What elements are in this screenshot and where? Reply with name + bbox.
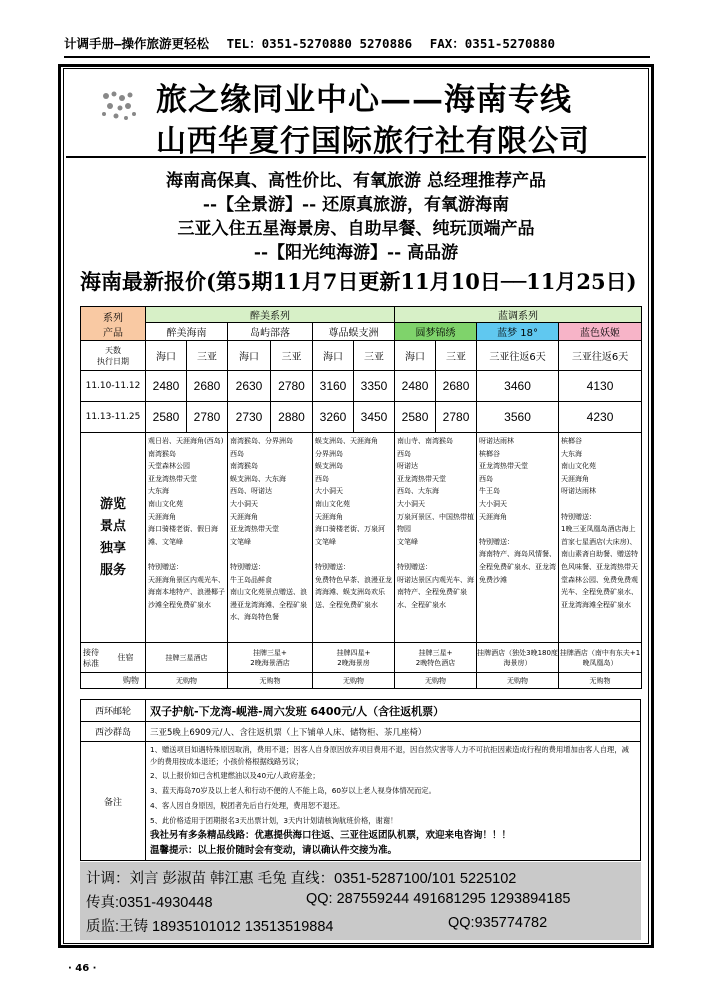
tour-text: 观日岩、天涯海角(西岛) 南湾猴岛 天堂森林公园 亚龙湾热带天堂 大东海 南山文化苑 天涯海角 海口骑楼老街、假日海滩、文笔峰 特别赠送： 天涯海角景区内观光车、海南本地特产、浪漫椰子沙滩全程免费矿泉水 xyxy=(148,437,225,609)
note-line: 2、以上报价如已含机建燃油以及40元/人政府基金； xyxy=(150,771,320,780)
tour-cell xyxy=(559,433,642,643)
hotel-cell: 挂牌酒店（南中有东夫+1晚凤凰岛） xyxy=(559,643,642,673)
divider xyxy=(66,156,646,158)
tour-label: 游览 xyxy=(99,496,126,512)
price-cell: 2880 xyxy=(271,402,313,433)
shop-cell: 无购物 xyxy=(477,673,559,689)
product-header: 蓝色妖姬 xyxy=(559,323,642,341)
lodging-label-1: 接待 xyxy=(83,647,99,657)
hotel-cell: 挂牌四星+ 2晚海景房 xyxy=(313,643,395,673)
duration-cell: 三亚往返6天 xyxy=(559,341,642,371)
tagline-3: 三亚入住五星海景房、自助早餐、纯玩顶端产品 xyxy=(177,219,535,239)
shop-label: 购物 xyxy=(81,673,146,689)
hotel-label: 住宿 xyxy=(117,653,134,662)
series-header-2: 蓝调系列 xyxy=(395,307,642,323)
tour-text: 槟榔谷 大东海 南山文化苑 天涯海角 呀诺达雨林 特别赠送： 1晚三亚凤凰岛酒店海上首家七星酒店(大床房)、南山素斋自助餐、赠送特色风味餐、亚龙湾热带天堂森林公园、免费免费观光车、全程免费矿泉水、亚龙湾海滩全程矿泉水 xyxy=(561,437,639,609)
price-cell: 2580 xyxy=(395,402,436,433)
title-line-1: 旅之缘同业中心——海南专线 xyxy=(156,82,572,118)
lodging-label-2: 标准 xyxy=(83,658,99,668)
extra-table xyxy=(80,699,641,861)
tour-cell xyxy=(228,433,313,643)
contact-quality: 质监:王铸 18935101012 13513519884 xyxy=(86,919,334,935)
price-cell: 3260 xyxy=(313,402,354,433)
notes-cell xyxy=(146,742,641,861)
price-cell: 3160 xyxy=(313,371,354,402)
days-label: 天数 xyxy=(105,345,121,355)
price-cell: 2680 xyxy=(436,371,477,402)
product-header: 蓝梦 18° xyxy=(477,323,559,341)
tagline-1: 海南高保真、高性价比、有氧旅游 总经理推荐产品 xyxy=(166,171,546,191)
tour-label: 景点 xyxy=(99,518,126,534)
tour-cell xyxy=(395,433,477,643)
tour-text: 蜈支洲岛、天涯海角 分界洲岛 蜈支洲岛 西岛 大小洞天 南山文化苑 天涯海角 海口骑楼老街、万泉河 文笔峰 特别赠送： 免费特色早茶、浪漫亚龙湾海滩、蜈支洲岛欢乐送、全程免费矿泉水 xyxy=(315,437,392,609)
contact-qq: QQ: 287559244 491681295 1293894185 xyxy=(306,891,571,907)
header-bar xyxy=(64,34,650,58)
hotel-cell: 挂牌酒店（独处3晚180度海景房） xyxy=(477,643,559,673)
price-cell: 3460 xyxy=(477,371,559,402)
product-header: 圆梦锦绣 xyxy=(395,323,477,341)
tel-text: TEL：0351-5270880 5270886 xyxy=(226,36,413,51)
duration-cell: 三亚往返6天 xyxy=(477,341,559,371)
tour-cell xyxy=(146,433,228,643)
page-number: · 46 · xyxy=(68,963,97,974)
bus-text: 三亚5晚上6909元/人、含往返机票（上下铺单人床、储物柜、茶几座椅） xyxy=(146,722,641,742)
days-date-cell xyxy=(81,341,146,371)
shop-cell: 无购物 xyxy=(228,673,313,689)
price-cell: 2730 xyxy=(228,402,271,433)
tour-text: 南湾猴岛、分界洲岛 西岛 南湾猴岛 蜈支洲岛、大东海 西岛、呀诺达 大小洞天 天涯海角 亚龙湾热带天堂 文笔峰 特别赠送： 牛王岛品鲜食 南山文化苑景点赠送、浪漫亚龙湾海滩、全程矿泉水、海岛特色餐 xyxy=(230,437,307,622)
tour-label: 服务 xyxy=(99,562,126,578)
price-cell: 2780 xyxy=(187,402,228,433)
price-table xyxy=(80,306,642,689)
note-bold: 我社另有多条精品线路：优惠提供海口往返、三亚往返团队机票，欢迎来电咨询！！！ xyxy=(150,830,512,841)
corner-bottom-label: 产品 xyxy=(103,327,123,339)
tagline-2: --【全景游】-- 还原真旅游，有氧游海南 xyxy=(202,195,510,215)
price-cell: 2480 xyxy=(395,371,436,402)
price-cell: 2780 xyxy=(436,402,477,433)
corner-top: 系列 xyxy=(103,312,123,324)
city-cell: 三亚 xyxy=(436,341,477,371)
price-cell: 3450 xyxy=(354,402,395,433)
tour-text: 呀诺达雨林 槟榔谷 亚龙湾热带天堂 西岛 牛王岛 大小洞天 天涯海角 特别赠送： 海南特产、海岛风情餐、全程免费矿泉水、亚龙湾免费沙滩 xyxy=(479,437,557,584)
shop-cell: 无购物 xyxy=(395,673,477,689)
shop-cell: 无购物 xyxy=(146,673,228,689)
hotel-cell: 挂牌三星+ 2晚特色酒店 xyxy=(395,643,477,673)
lodging-label xyxy=(81,647,101,669)
ferry-text: 双子护航-下龙湾-岘港-周六发班 6400元/人（含往返机票） xyxy=(146,700,641,722)
note-line: 5、此价格适用于团期报名3天出票计划，3天内计划请核询航班价格，谢谢！ xyxy=(150,816,398,825)
notes-label: 备注 xyxy=(81,742,146,861)
lodging-cell xyxy=(81,643,146,673)
product-header: 醉美海南 xyxy=(146,323,228,341)
hotel-cell: 挂牌三星酒店 xyxy=(146,643,228,673)
contact-line-1: 计调：刘言 彭淑苗 韩江惠 毛兔 直线：0351-5287100/101 5225102 xyxy=(86,871,517,887)
price-cell: 2680 xyxy=(187,371,228,402)
city-cell: 海口 xyxy=(146,341,187,371)
city-cell: 三亚 xyxy=(271,341,313,371)
shop-cell: 无购物 xyxy=(313,673,395,689)
tagline-4: --【阳光纯海游】-- 高品游 xyxy=(253,243,459,263)
brand-text: 计调手册—操作旅游更轻松 xyxy=(64,36,210,51)
tour-text: 南山寺、南湾猴岛 西岛 呀诺达 亚龙湾热带天堂 西岛、大东海 大小洞天 万泉河景区、中国热带植物园 文笔峰 特别赠送： 呀诺达景区内观光车、海南特产、全程免费矿泉水、全程矿泉水 xyxy=(397,437,475,609)
shop-cell: 无购物 xyxy=(559,673,642,689)
city-cell: 海口 xyxy=(395,341,436,371)
note-bold: 温馨提示：以上报价随时会有变动，请以确认件交接为准。 xyxy=(150,845,398,856)
period-date: 11.13-11.25 xyxy=(81,402,146,433)
price-title: 海南最新报价(第5期11月7日更新11月10日──11月25日) xyxy=(80,269,637,294)
price-cell: 2580 xyxy=(146,402,187,433)
hotel-cell: 挂牌三星+ 2晚海景酒店 xyxy=(228,643,313,673)
fax-text: FAX：0351-5270880 xyxy=(429,36,556,51)
tour-label-cell xyxy=(81,433,146,643)
price-cell: 4130 xyxy=(559,371,642,402)
contact-box xyxy=(80,862,641,940)
corner-cell xyxy=(81,307,146,341)
price-cell: 3350 xyxy=(354,371,395,402)
company-logo-icon xyxy=(98,86,138,126)
price-cell: 3560 xyxy=(477,402,559,433)
city-cell: 三亚 xyxy=(354,341,395,371)
ferry-label: 西环邮轮 xyxy=(81,700,146,722)
product-header: 尊品蜈支洲 xyxy=(313,323,395,341)
city-cell: 海口 xyxy=(313,341,354,371)
city-cell: 海口 xyxy=(228,341,271,371)
contact-qq-2: QQ:935774782 xyxy=(448,915,548,931)
price-cell: 2480 xyxy=(146,371,187,402)
city-cell: 三亚 xyxy=(187,341,228,371)
price-cell: 2780 xyxy=(271,371,313,402)
period-date: 11.10-11.12 xyxy=(81,371,146,402)
tour-cell xyxy=(313,433,395,643)
title-line-2: 山西华夏行国际旅行社有限公司 xyxy=(156,124,590,159)
date-label: 执行日期 xyxy=(97,356,129,366)
tour-cell xyxy=(477,433,559,643)
note-line: 1、赠送项目如遇特殊原因取消，费用不退；因客人自身原因放弃项目费用不退，因自然灾害等人力不可抗拒因素造成行程的费用增加由客人自理，减少的费用按成本退还；小孩价格根据线路另议； xyxy=(150,745,629,766)
contact-fax: 传真:0351-4930448 xyxy=(86,895,213,911)
price-cell: 4230 xyxy=(559,402,642,433)
bus-label: 西沙群岛 xyxy=(81,722,146,742)
note-line: 4、客人因自身原因，脱团者先后自行处理，费用恕不退还。 xyxy=(150,801,345,810)
tour-label: 独享 xyxy=(99,540,126,556)
price-cell: 2630 xyxy=(228,371,271,402)
product-header: 岛屿部落 xyxy=(228,323,313,341)
series-header-1: 醉美系列 xyxy=(146,307,395,323)
note-line: 3、蓝天海岛70岁及以上老人和行动不便的人不能上岛，60岁以上老人视身体情况而定。 xyxy=(150,786,436,795)
